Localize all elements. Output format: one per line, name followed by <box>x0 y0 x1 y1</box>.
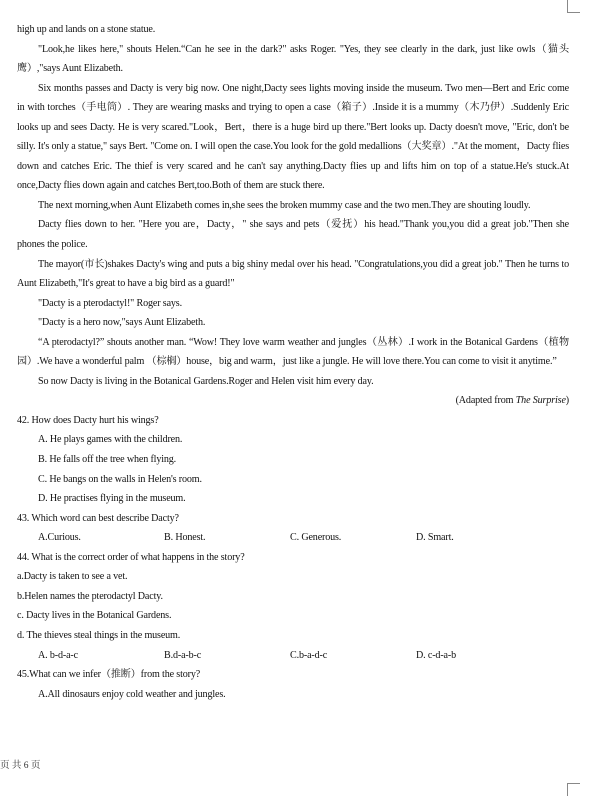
question-45-stem: 45.What can we infer（推断）from the story? <box>17 669 201 681</box>
story-paragraph: The next morning,when Aunt Elizabeth comes in,she sees the broken mummy case and the two men.They are shouting loudly. <box>38 199 531 211</box>
question-42-option-b: B. He falls off the tree when flying. <box>38 454 177 466</box>
crop-mark-top-right <box>567 0 580 13</box>
story-paragraph: So now Dacty is living in the Botanical Gardens.Roger and Helen visit him every day. <box>38 375 374 387</box>
question-44-options <box>17 646 569 666</box>
question-44-event-a: a.Dacty is taken to see a vet. <box>17 571 128 583</box>
page-footer: 页 共 6 页 <box>0 761 41 771</box>
story-paragraph: "Look,he likes here," shouts Helen.“Can he see in the dark?" asks Roger. "Yes, they see clearly in the dark, just like owls（猫头鹰）,"says Aunt Elizabeth. <box>17 43 569 75</box>
question-44-option-d: D. c-d-a-b <box>416 649 456 661</box>
document-content <box>17 20 569 704</box>
question-44-option-a: A. b-d-a-c <box>38 649 78 661</box>
story-paragraph: "Dacty is a hero now,"says Aunt Elizabeth. <box>38 317 206 329</box>
question-44-event-c: c. Dacty lives in the Botanical Gardens. <box>17 610 172 622</box>
story-paragraph: Dacty flies down to her. "Here you are，Dacty，" she says and pets（爱抚）his head."Thank you,you did a great job."Then she phones the police. <box>17 219 569 251</box>
story-paragraph: Six months passes and Dacty is very big now. One night,Dacty sees lights moving inside the museum. Two men—Bert and Eric come in with torches（手电筒）. They are wearing masks and trying to open a case（箱子）.Inside it is a mummy（木乃伊）.Suddenly Eric looks up and sees Dacty. He is very scared."Look，Bert，there is a huge bird up there."Bert looks up. Dacty doesn't move, "Eric, don't be silly. It's only a statue," says Bert. "Come on. I will open the case.You look for the gold medallions（大奖章）."At the moment，Dacty flies down and catches Eric. The thief is very scared and he can't say anything.Dacty flies up and lifts him on top of a statue.He's stuck.At once,Dacty flies down again and catches Bert,too.Both of them are stuck there. <box>17 82 569 192</box>
story-paragraph: high up and lands on a stone statue. <box>17 24 156 35</box>
story-paragraph: "Dacty is a pterodactyl!" Roger says. <box>38 297 182 309</box>
question-42-option-a: A. He plays games with the children. <box>38 434 183 446</box>
question-44-event-b: b.Helen names the pterodactyl Dacty. <box>17 590 163 602</box>
question-43-option-a: A.Curious. <box>38 532 81 544</box>
crop-mark-bottom-right <box>567 783 580 796</box>
question-42-option-d: D. He practises flying in the museum. <box>38 493 186 505</box>
question-42-stem: 42. How does Dacty hurt his wings? <box>17 414 159 426</box>
question-43-options <box>17 528 569 548</box>
question-43-option-b: B. Honest. <box>164 532 206 544</box>
question-44-stem: 44. What is the correct order of what happens in the story? <box>17 551 245 563</box>
question-42-option-c: C. He bangs on the walls in Helen's room. <box>38 473 202 485</box>
question-44-option-b: B.d-a-b-c <box>164 649 202 661</box>
question-44-event-d: d. The thieves steal things in the museum. <box>17 629 181 641</box>
source-citation: (Adapted from The Surprise) <box>455 395 569 407</box>
question-45-option-a: A.All dinosaurs enjoy cold weather and jungles. <box>38 688 226 700</box>
question-43-stem: 43. Which word can best describe Dacty? <box>17 512 179 524</box>
source-title: The Surprise <box>515 395 566 407</box>
question-43-option-d: D. Smart. <box>416 532 454 544</box>
story-paragraph: “A pterodactyl?” shouts another man. “Wow! They love warm weather and jungles（丛林）.I work in the Botanical Gardens（植物园）.We have a wonderful palm （棕榈）house，big and warm，just like a jungle. He will love there.You can come to visit it anytime.” <box>17 336 569 368</box>
question-44-option-c: C.b-a-d-c <box>290 649 328 661</box>
question-43-option-c: C. Generous. <box>290 532 342 544</box>
story-paragraph: The mayor(市长)shakes Dacty's wing and puts a big shiny medal over his head. "Congratulations,you did a great job." Then he turns to Aunt Elizabeth,"It's great to have a big bird as a guard!" <box>17 258 569 290</box>
